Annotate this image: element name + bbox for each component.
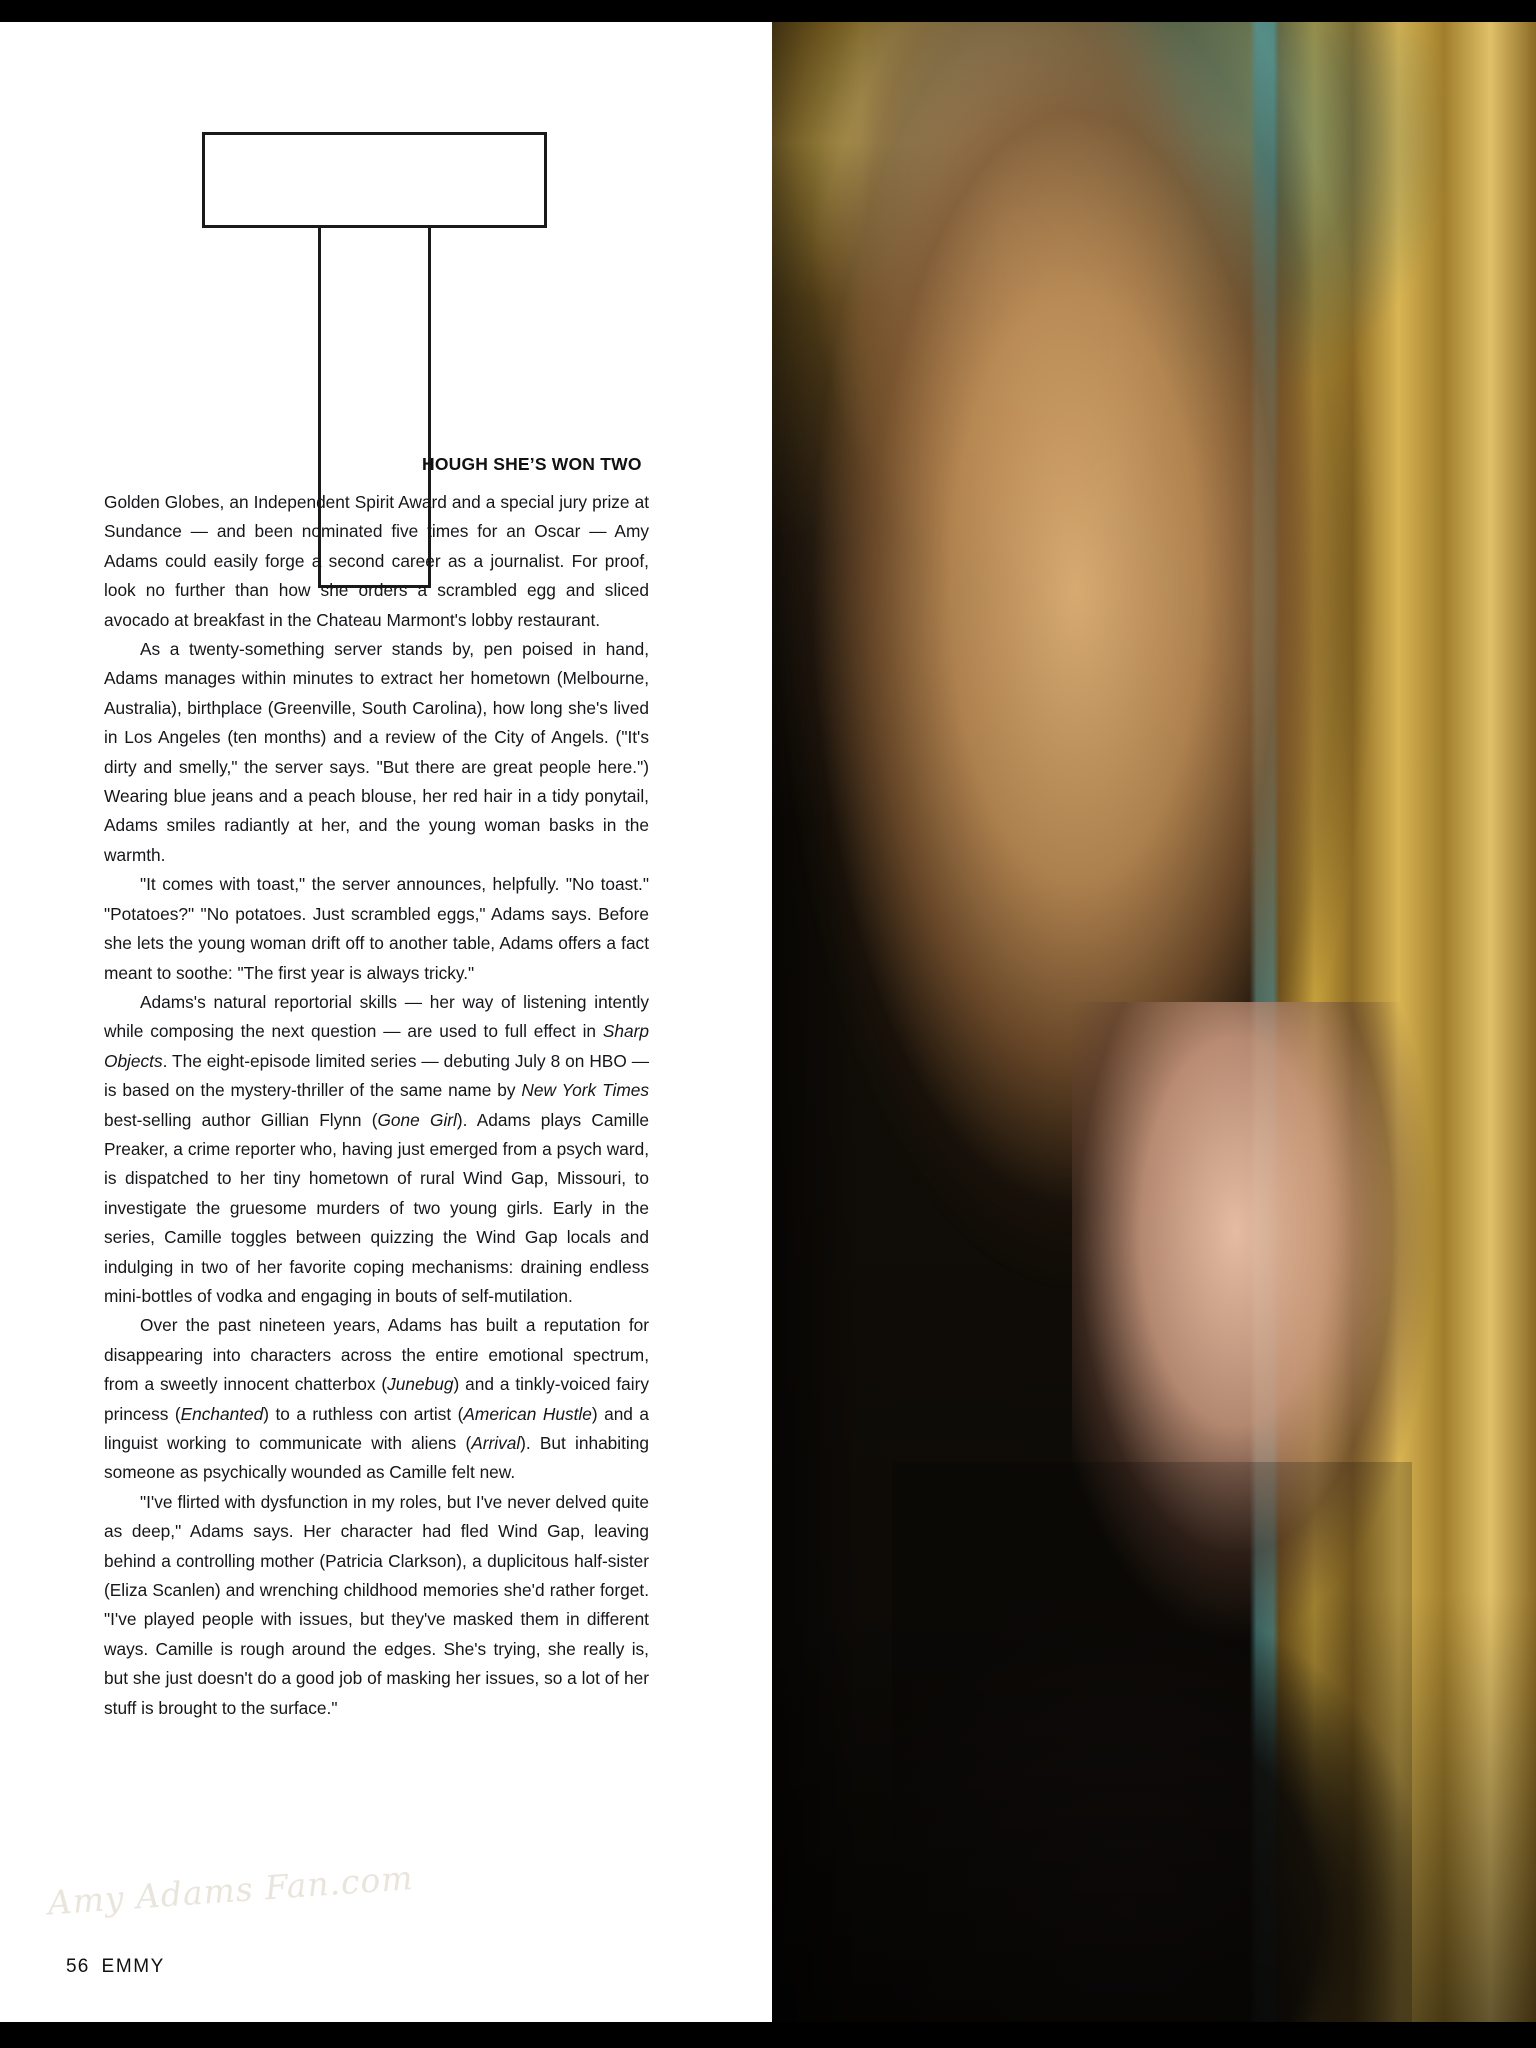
photo-bottom-vignette bbox=[772, 1592, 1536, 2022]
bottom-bleed-bar bbox=[0, 2022, 1536, 2048]
article-photo bbox=[772, 22, 1536, 2022]
folio-magazine-name: EMMY bbox=[101, 1956, 165, 1977]
article-paragraph: "It comes with toast," the server announces, helpfully. "No toast." "Potatoes?" "No potatoes. Just scrambled eggs," Adams says. Before she lets the young woman drift off to another table, Adams offers a fact meant to soothe: "The first year is always tricky." bbox=[104, 874, 649, 983]
article-paragraph: As a twenty-something server stands by, pen poised in hand, Adams manages within minutes to extract her hometown (Melbourne, Australia), birthplace (Greenville, South Carolina), how long she's lived in Los Angeles (ten months) and a review of the City of Angels. ("It's dirty and smelly," the server says. "But there are great people here.") Wearing blue jeans and a peach blouse, her red hair in a tidy ponytail, Adams smiles radiantly at her, and the young woman basks in the warmth. bbox=[104, 639, 649, 865]
article-paragraph: "I've flirted with dysfunction in my roles, but I've never delved quite as deep," Adams says. Her character had fled Wind Gap, leaving behind a controlling mother (Patricia Clarkson), a duplicitous half-sister (Eliza Scanlen) and wrenching childhood memories she'd rather forget. "I've played people with issues, but they've masked them in different ways. Camille is rough around the edges. She's trying, she really is, but she just doesn't do a good job of masking her issues, so a lot of her stuff is brought to the surface." bbox=[104, 1491, 649, 1718]
article-text-column bbox=[46, 22, 650, 2022]
drop-cap-crossbar bbox=[202, 132, 547, 228]
article-paragraph: Golden Globes, an Independent Spirit Award and a special jury prize at Sundance — and been nominated five times for an Oscar — Amy Adams could easily forge a second career as a journalist. For proof, look no further than how she orders a scrambled egg and sliced avocado at breakfast in the Chateau Marmont's lobby restaurant. bbox=[104, 492, 649, 630]
drop-cap-block bbox=[104, 22, 649, 494]
magazine-page bbox=[0, 22, 1536, 2022]
article-paragraph: Over the past nineteen years, Adams has built a reputation for disappearing into characters across the entire emotional spectrum, from a sweetly innocent chatterbox (Junebug) and a tinkly-voiced fairy princess (Enchanted) to a ruthless con artist (American Hustle) and a linguist working to communicate with aliens (Arrival). But inhabiting someone as psychically wounded as Camille felt new. bbox=[104, 1315, 649, 1483]
top-bleed-bar bbox=[0, 0, 1536, 22]
watermark-signature: Amy Adams Fan.com bbox=[46, 1858, 415, 1923]
article-paragraph: Adams's natural reportorial skills — her way of listening intently while composing the next question — are used to full effect in Sharp Objects. The eight-episode limited series — debuting July 8 on HBO — is based on the mystery-thriller of the same name by New York Times best-selling author Gillian Flynn (Gone Girl). Adams plays Camille Preaker, a crime reporter who, having just emerged from a psych ward, is dispatched to her tiny hometown of rural Wind Gap, Missouri, to investigate the gruesome murders of two young girls. Early in the series, Camille toggles between quizzing the Wind Gap locals and indulging in two of her favorite coping mechanisms: draining endless mini-bottles of vodka and engaging in bouts of self-mutilation. bbox=[104, 991, 650, 1306]
folio-page-number: 56 bbox=[66, 1956, 90, 1977]
page-folio bbox=[66, 1956, 165, 1978]
lede-run-in: HOUGH SHE’S WON TWO bbox=[422, 454, 642, 474]
